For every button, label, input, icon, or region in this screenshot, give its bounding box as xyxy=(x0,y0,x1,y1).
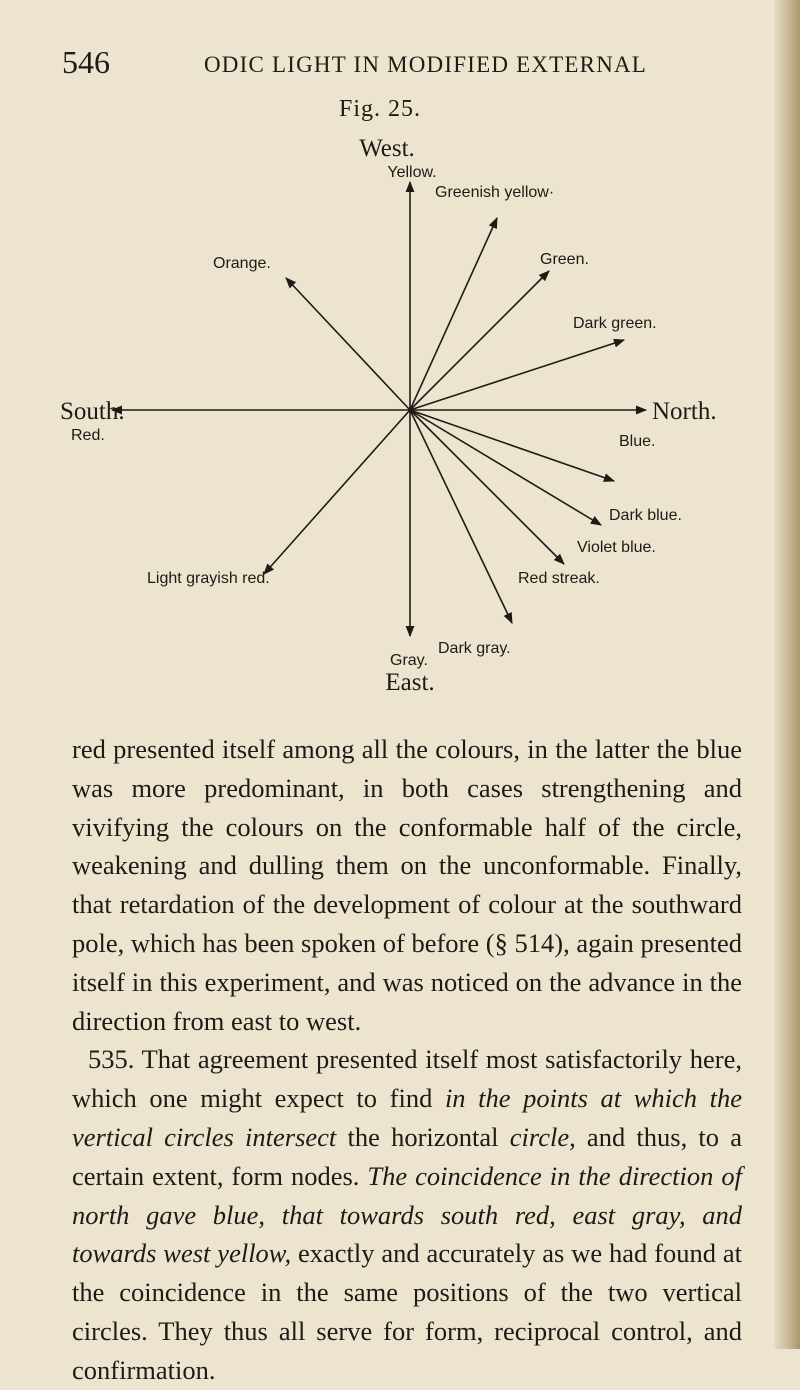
compass-color-diagram xyxy=(0,128,800,698)
violet-blue-label: Violet blue. xyxy=(577,539,656,556)
dark-blue-ray xyxy=(410,410,601,525)
red-streak-label: Red streak. xyxy=(518,570,600,587)
greenish-yellow-ray xyxy=(410,218,497,410)
south-label: South. xyxy=(60,398,125,425)
red-label: Red. xyxy=(71,427,105,444)
dark-green-label: Dark green. xyxy=(573,315,657,332)
paragraph-535-part-g: exactly and accurately as we had found at the coincidence in the same positions of the two vertical circles. They thus all serve for form, reciprocal control, and confirmation. xyxy=(72,1238,742,1385)
paragraph-1: red presented itself among all the colours, in the latter the blue was more predominant, in both cases strengthening and vivifying the colours on the conformable half of the circle, weakening and dulling them on the unconformable. Finally, that retardation of the development of colour at the southward pole, which has been spoken of before (§ 514), again presented itself in this experiment, and was noticed on the advance in the direction from east to west. xyxy=(72,734,742,1036)
paragraph-535-part-a: 535. That agreement presented itself most satisfactorily here, which one might expect to find xyxy=(72,1044,742,1114)
west-label: West. xyxy=(359,135,415,162)
violet-blue-ray xyxy=(410,410,564,564)
red-streak-ray xyxy=(410,410,512,623)
light-grayish-red-ray xyxy=(264,410,410,574)
north-label: North. xyxy=(652,398,717,425)
paragraph-535-italic-f: The coincidence in the direction of north gave blue, that towards south red, east gray, and towards west yellow, xyxy=(72,1160,742,1269)
paragraph-535-italic-d: circle, xyxy=(509,1121,576,1152)
running-title: ODIC LIGHT IN MODIFIED EXTERNAL xyxy=(204,52,648,77)
green-ray xyxy=(410,271,549,410)
blue-label: Blue. xyxy=(619,433,656,450)
page-number: 546 xyxy=(62,44,110,80)
dark-blue-label: Dark blue. xyxy=(609,507,682,524)
yellow-label: Yellow. xyxy=(387,164,437,181)
blue-ray xyxy=(410,410,614,481)
paragraph-535-part-e: and thus, to a certain extent, form nodes. xyxy=(72,1121,743,1191)
east-label: East. xyxy=(385,669,435,696)
greenish-yellow-label: Greenish yellow· xyxy=(435,184,555,201)
orange-ray xyxy=(286,278,410,410)
page-header xyxy=(62,44,710,80)
body-text xyxy=(72,730,742,1390)
gray-label: Gray. xyxy=(390,652,428,669)
paragraph-535-italic-b: in the points at which the vertical circles intersect xyxy=(72,1083,743,1152)
green-label: Green. xyxy=(540,251,589,268)
dark-green-ray xyxy=(410,340,624,410)
paragraph-535-part-c: the horizontal xyxy=(336,1121,510,1152)
dark-gray-label: Dark gray. xyxy=(438,640,511,657)
figure-caption: Fig. 25. xyxy=(338,96,421,122)
light-grayish-red-label: Light grayish red. xyxy=(147,570,270,587)
orange-label: Orange. xyxy=(213,255,271,272)
paragraph-535 xyxy=(72,1040,742,1389)
